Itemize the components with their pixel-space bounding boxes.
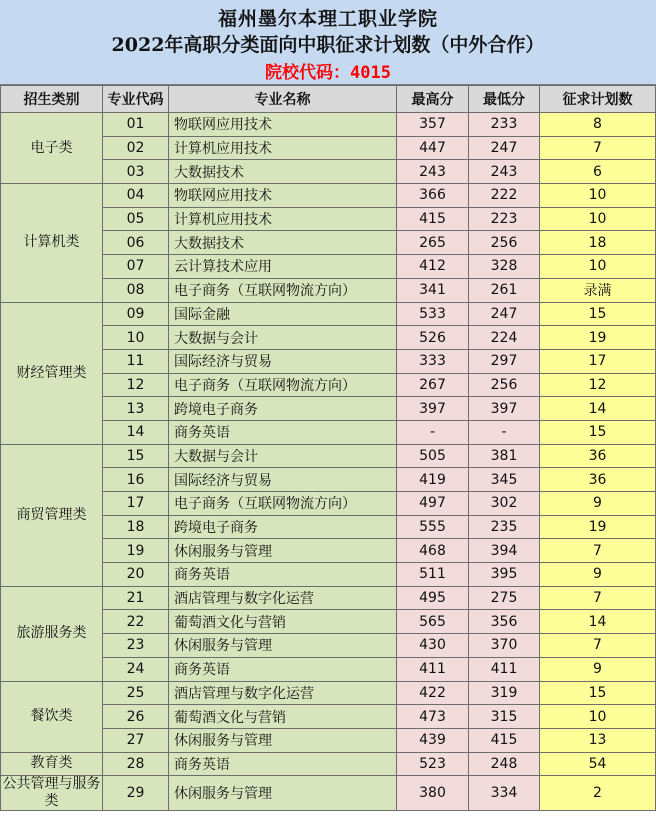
major-code-cell: 07 [103, 255, 169, 279]
min-score-cell: - [469, 420, 540, 444]
major-code-cell: 15 [103, 444, 169, 468]
min-score-cell: 233 [469, 113, 540, 137]
plan-count-cell: 7 [540, 634, 656, 658]
table-row [1, 444, 656, 468]
category-cell: 公共管理与服务类 [2, 776, 101, 810]
plan-count-cell: 14 [540, 397, 656, 421]
major-name-cell: 酒店管理与数字化运营 [169, 681, 397, 705]
min-score-cell: 302 [469, 492, 540, 516]
major-name-cell: 云计算技术应用 [169, 255, 397, 279]
plan-count-cell: 9 [540, 492, 656, 516]
major-code-cell: 02 [103, 136, 169, 160]
plan-count-cell: 54 [540, 752, 656, 776]
max-score-cell: 411 [397, 657, 469, 681]
major-name-cell: 计算机应用技术 [169, 136, 397, 160]
sheet-subtitle: 2022年高职分类面向中职征求计划数（中外合作） [111, 34, 545, 56]
major-code-cell: 19 [103, 539, 169, 563]
max-score-cell: 565 [397, 610, 469, 634]
max-score-cell: 495 [397, 586, 469, 610]
plan-count-cell: 19 [540, 326, 656, 350]
max-score-cell: 533 [397, 302, 469, 326]
major-code-cell: 05 [103, 207, 169, 231]
plan-count-cell: 18 [540, 231, 656, 255]
plan-count-cell: 9 [540, 563, 656, 587]
category-cell: 商贸管理类 [1, 444, 103, 586]
major-name-cell: 休闲服务与管理 [169, 539, 397, 563]
col-header-plan: 征求计划数 [540, 86, 656, 113]
major-code-cell: 16 [103, 468, 169, 492]
max-score-cell: 341 [397, 278, 469, 302]
school-code: 院校代码：4015 [265, 63, 391, 83]
major-name-cell: 大数据技术 [169, 231, 397, 255]
max-score-cell: 366 [397, 184, 469, 208]
min-score-cell: 247 [469, 302, 540, 326]
school-title: 福州墨尔本理工职业学院 [217, 8, 438, 30]
min-score-cell: 256 [469, 231, 540, 255]
plan-count-cell: 10 [540, 255, 656, 279]
max-score-cell: 505 [397, 444, 469, 468]
major-code-cell: 03 [103, 160, 169, 184]
col-header-code: 专业代码 [103, 86, 169, 113]
category-cell: 教育类 [1, 752, 103, 776]
max-score-cell: 243 [397, 160, 469, 184]
major-code-cell: 28 [103, 752, 169, 776]
plan-count-cell: 10 [540, 184, 656, 208]
title-block [0, 0, 656, 85]
major-code-cell: 26 [103, 705, 169, 729]
major-name-cell: 葡萄酒文化与营销 [169, 705, 397, 729]
plan-count-cell: 录满 [540, 278, 656, 302]
max-score-cell: 380 [397, 776, 469, 811]
major-name-cell: 商务英语 [169, 563, 397, 587]
plan-count-cell: 36 [540, 468, 656, 492]
max-score-cell: 430 [397, 634, 469, 658]
plan-count-cell: 15 [540, 302, 656, 326]
category-cell: 电子类 [1, 113, 103, 184]
major-name-cell: 跨境电子商务 [169, 515, 397, 539]
category-cell: 财经管理类 [1, 302, 103, 444]
min-score-cell: 328 [469, 255, 540, 279]
min-score-cell: 319 [469, 681, 540, 705]
major-code-cell: 21 [103, 586, 169, 610]
min-score-cell: 415 [469, 728, 540, 752]
major-name-cell: 大数据与会计 [169, 444, 397, 468]
major-code-cell: 13 [103, 397, 169, 421]
table-row [1, 586, 656, 610]
min-score-cell: 394 [469, 539, 540, 563]
min-score-cell: 248 [469, 752, 540, 776]
col-header-category: 招生类别 [1, 86, 103, 113]
major-code-cell: 20 [103, 563, 169, 587]
plan-count-cell: 14 [540, 610, 656, 634]
max-score-cell: 526 [397, 326, 469, 350]
major-code-cell: 11 [103, 349, 169, 373]
major-name-cell: 国际经济与贸易 [169, 468, 397, 492]
category-cell: 餐饮类 [1, 681, 103, 752]
table-row [1, 113, 656, 137]
min-score-cell: 315 [469, 705, 540, 729]
max-score-cell: 555 [397, 515, 469, 539]
max-score-cell: 511 [397, 563, 469, 587]
min-score-cell: 356 [469, 610, 540, 634]
plan-count-cell: 7 [540, 539, 656, 563]
major-name-cell: 大数据与会计 [169, 326, 397, 350]
major-code-cell: 10 [103, 326, 169, 350]
max-score-cell: 412 [397, 255, 469, 279]
plan-count-cell: 19 [540, 515, 656, 539]
major-name-cell: 商务英语 [169, 752, 397, 776]
plan-count-cell: 8 [540, 113, 656, 137]
table-row [1, 752, 656, 776]
min-score-cell: 235 [469, 515, 540, 539]
table-row [1, 776, 656, 811]
col-header-major: 专业名称 [169, 86, 397, 113]
min-score-cell: 247 [469, 136, 540, 160]
major-code-cell: 27 [103, 728, 169, 752]
col-header-min-score: 最低分 [469, 86, 540, 113]
plan-count-cell: 15 [540, 681, 656, 705]
min-score-cell: 345 [469, 468, 540, 492]
major-name-cell: 休闲服务与管理 [169, 728, 397, 752]
admission-table [0, 85, 656, 811]
major-code-cell: 04 [103, 184, 169, 208]
max-score-cell: 265 [397, 231, 469, 255]
min-score-cell: 261 [469, 278, 540, 302]
plan-count-cell: 9 [540, 657, 656, 681]
col-header-max-score: 最高分 [397, 86, 469, 113]
major-code-cell: 24 [103, 657, 169, 681]
min-score-cell: 224 [469, 326, 540, 350]
min-score-cell: 243 [469, 160, 540, 184]
plan-count-cell: 6 [540, 160, 656, 184]
major-name-cell: 电子商务（互联网物流方向） [169, 278, 397, 302]
major-name-cell: 休闲服务与管理 [169, 776, 397, 811]
max-score-cell: 357 [397, 113, 469, 137]
max-score-cell: 473 [397, 705, 469, 729]
major-name-cell: 葡萄酒文化与营销 [169, 610, 397, 634]
category-cell: 旅游服务类 [1, 586, 103, 681]
max-score-cell: 422 [397, 681, 469, 705]
major-name-cell: 国际金融 [169, 302, 397, 326]
plan-count-cell: 13 [540, 728, 656, 752]
min-score-cell: 256 [469, 373, 540, 397]
plan-count-cell: 36 [540, 444, 656, 468]
major-code-cell: 29 [103, 776, 169, 811]
major-name-cell: 酒店管理与数字化运营 [169, 586, 397, 610]
plan-count-cell: 15 [540, 420, 656, 444]
major-name-cell: 跨境电子商务 [169, 397, 397, 421]
plan-count-cell: 10 [540, 207, 656, 231]
min-score-cell: 334 [469, 776, 540, 811]
major-name-cell: 国际经济与贸易 [169, 349, 397, 373]
max-score-cell: 447 [397, 136, 469, 160]
min-score-cell: 370 [469, 634, 540, 658]
min-score-cell: 381 [469, 444, 540, 468]
major-code-cell: 17 [103, 492, 169, 516]
max-score-cell: 333 [397, 349, 469, 373]
major-code-cell: 09 [103, 302, 169, 326]
max-score-cell: 468 [397, 539, 469, 563]
plan-count-cell: 7 [540, 136, 656, 160]
plan-count-cell: 2 [540, 776, 656, 811]
major-code-cell: 01 [103, 113, 169, 137]
major-code-cell: 08 [103, 278, 169, 302]
major-name-cell: 商务英语 [169, 420, 397, 444]
max-score-cell: 497 [397, 492, 469, 516]
min-score-cell: 411 [469, 657, 540, 681]
plan-count-cell: 10 [540, 705, 656, 729]
plan-count-cell: 17 [540, 349, 656, 373]
min-score-cell: 397 [469, 397, 540, 421]
major-name-cell: 商务英语 [169, 657, 397, 681]
major-name-cell: 电子商务（互联网物流方向） [169, 373, 397, 397]
major-code-cell: 25 [103, 681, 169, 705]
major-code-cell: 23 [103, 634, 169, 658]
max-score-cell: 397 [397, 397, 469, 421]
min-score-cell: 395 [469, 563, 540, 587]
plan-count-cell: 12 [540, 373, 656, 397]
category-cell: 计算机类 [1, 184, 103, 302]
max-score-cell: 415 [397, 207, 469, 231]
major-name-cell: 大数据技术 [169, 160, 397, 184]
major-code-cell: 12 [103, 373, 169, 397]
major-code-cell: 14 [103, 420, 169, 444]
min-score-cell: 222 [469, 184, 540, 208]
major-name-cell: 物联网应用技术 [169, 113, 397, 137]
major-code-cell: 18 [103, 515, 169, 539]
major-name-cell: 物联网应用技术 [169, 184, 397, 208]
min-score-cell: 275 [469, 586, 540, 610]
max-score-cell: 523 [397, 752, 469, 776]
major-name-cell: 电子商务（互联网物流方向） [169, 492, 397, 516]
header-row [1, 86, 656, 113]
max-score-cell: 419 [397, 468, 469, 492]
major-name-cell: 休闲服务与管理 [169, 634, 397, 658]
min-score-cell: 297 [469, 349, 540, 373]
max-score-cell: - [397, 420, 469, 444]
plan-count-cell: 7 [540, 586, 656, 610]
max-score-cell: 439 [397, 728, 469, 752]
min-score-cell: 223 [469, 207, 540, 231]
major-name-cell: 计算机应用技术 [169, 207, 397, 231]
major-code-cell: 22 [103, 610, 169, 634]
major-code-cell: 06 [103, 231, 169, 255]
table-row [1, 681, 656, 705]
table-row [1, 184, 656, 208]
max-score-cell: 267 [397, 373, 469, 397]
table-row [1, 302, 656, 326]
